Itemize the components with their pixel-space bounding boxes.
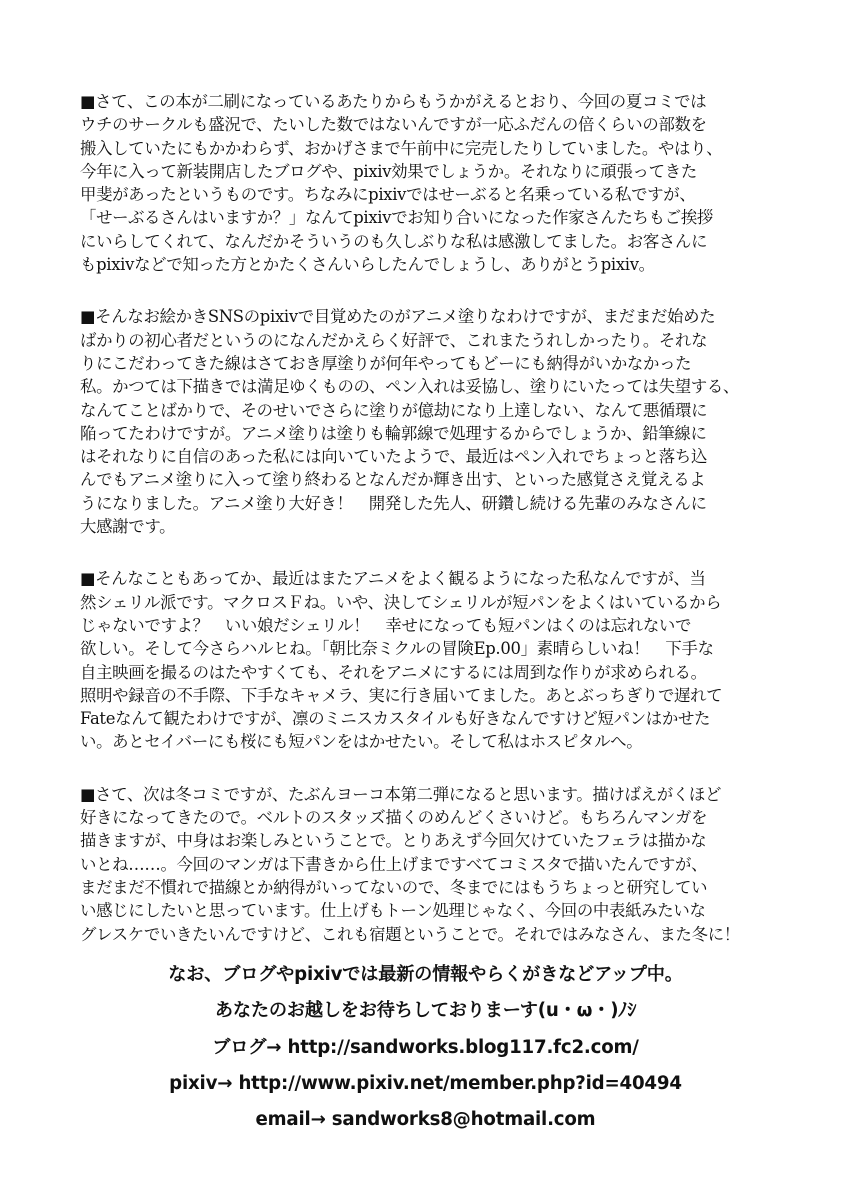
text-line: 自主映画を撮るのはたやすくても、それをアニメにするには周到な作りが求められる。 — [80, 662, 707, 682]
email-address-link[interactable]: sandworks8@hotmail.com — [331, 1109, 596, 1131]
text-line: 好きになってきたので。ベルトのスタッズ描くのめんどくさいけど。もちろんマンガを — [80, 808, 708, 828]
text-line: にいらしてくれて、なんだかそういうのも久しぶりな私は感激してました。お客さんに — [80, 231, 708, 251]
text-line: りにこだわってきた線はさておき厚塗りが何年やってもどーにも納得がいかなかった — [80, 353, 692, 373]
text-line: 私。かつては下描きでは満足ゆくものの、ペン入れは妥協し、塗りにいたっては失望する、 — [80, 377, 740, 397]
text-line: まだまだ不慣れで描線とか納得がいってないので、冬までにはもうちょっと研究してい — [80, 877, 708, 897]
text-line: 欲しい。そして今さらハルヒね。「朝比奈ミクルの冒険Ep.00」素晴らしいね！ 下手な — [80, 639, 714, 659]
text-line: ■そんなお絵かきSNSのpixivで目覚めたのがアニメ塗りなわけですが、まだまだ始めた — [80, 307, 716, 327]
text-line: 今年に入って新装開店したブログや、pixiv効果でしょうか。それなりに頑張ってきた — [80, 161, 697, 181]
text-line: 然シェリル派です。マクロスＦね。いや、決してシェリルが短パンをよくはいているから — [80, 592, 722, 612]
text-line: 搬入していたにもかかわらず、おかげさまで午前中に完売したりしていました。やはり、 — [80, 138, 723, 158]
text-line: なんてことばかりで、そのせいでさらに塗りが億劫になり上達しない、なんて悪循環に — [80, 400, 708, 420]
text-line: ■そんなこともあってか、最近はまたアニメをよく観るようになった私なんですが、当 — [80, 569, 706, 589]
afterword-body — [80, 90, 792, 975]
text-line: もpixivなどで知った方とかたくさんいらしたんでしょうし、ありがとうpixiv。 — [80, 255, 655, 275]
text-line: 大感謝です。 — [80, 517, 176, 537]
text-line: 甲斐があったというものです。ちなみにpixivではせーぶると名乗っている私ですが、 — [80, 185, 696, 205]
email-label: email→ — [255, 1109, 326, 1131]
text-line: うになりました。アニメ塗り大好き！ 開発した先人、研鑽し続ける先輩のみなさんに — [80, 493, 707, 513]
text-line: グレスケでいきたいんですけど、これも宿題ということで。それではみなさん、また冬に！ — [80, 924, 740, 944]
text-line: んでもアニメ塗りに入って塗り終わるとなんだか輝き出す、といった感覚さえ覚えるよ — [80, 470, 706, 490]
text-line: 描きますが、中身はお楽しみということで。とりあえず今回欠けていたフェラは描かな — [80, 831, 707, 851]
text-line: 「せーぶるさんはいますか？」なんてpixivでお知り合いになった作家さんたちもご挨拶 — [80, 208, 714, 228]
pixiv-link-row — [0, 1066, 851, 1102]
blog-label: ブログ→ — [212, 1036, 282, 1058]
text-line: 陥ってたわけですが。アニメ塗りは塗りも輪郭線で処理するからでしょうか、鉛筆線に — [80, 423, 707, 443]
text-line: ばかりの初心者だというのになんだかえらく好評で、これまたうれしかったり。それな — [80, 330, 708, 350]
text-line: 照明や録音の不手際、下手なキャメラ、実に行き届いてました。あとぶっちぎりで遅れて — [80, 685, 723, 705]
text-line: はそれなりに自信のあった私には向いていたようで、最近はペン入れでちょっと落ち込 — [80, 447, 708, 467]
email-link-row — [0, 1102, 851, 1138]
contact-footer — [0, 957, 851, 1138]
footer-greeting: あなたのお越しをお待ちしておりまーす(u・ω・)ﾉｼ — [214, 1000, 637, 1022]
paragraph-anime-coloring — [80, 305, 792, 538]
paragraph-anime-watching — [80, 567, 792, 753]
text-line: Fateなんて観たわけですが、凛のミニスカスタイルも好きなんですけど短パンはかせた — [80, 709, 711, 729]
text-line: ■さて、この本が二刷になっているあたりからもうかがえるとおり、今回の夏コミでは — [80, 92, 707, 111]
text-line: ウチのサークルも盛況で、たいした数ではないんですが一応ふだんの倍くらいの部数を — [80, 115, 707, 135]
text-line: ■さて、次は冬コミですが、たぶんヨーコ本第二弾になると思います。描けばえがくほど — [80, 784, 722, 804]
pixiv-url-link[interactable]: http://www.pixiv.net/member.php?id=40494 — [238, 1072, 682, 1094]
text-line: い。あとセイバーにも桜にも短パンをはかせたい。そして私はホスピタルへ。 — [80, 732, 643, 752]
footer-notice: なお、ブログやpixivでは最新の情報やらくがきなどアップ中。 — [168, 964, 683, 985]
paragraph-summer-comiket — [80, 90, 792, 276]
blog-url-link[interactable]: http://sandworks.blog117.fc2.com/ — [287, 1036, 639, 1058]
text-line: い感じにしたいと思っています。仕上げもトーン処理じゃなく、今回の中表紙みたいな — [80, 901, 706, 921]
text-line: いとね……。今回のマンガは下書きから仕上げまですべてコミスタで描いたんですが、 — [80, 854, 708, 874]
blog-link-row — [0, 1030, 851, 1066]
text-line: じゃないですよ？ いい娘だシェリル！ 幸せになっても短パンはくのは忘れないで — [80, 615, 692, 635]
paragraph-winter-comiket — [80, 783, 792, 946]
pixiv-label: pixiv→ — [169, 1072, 233, 1094]
